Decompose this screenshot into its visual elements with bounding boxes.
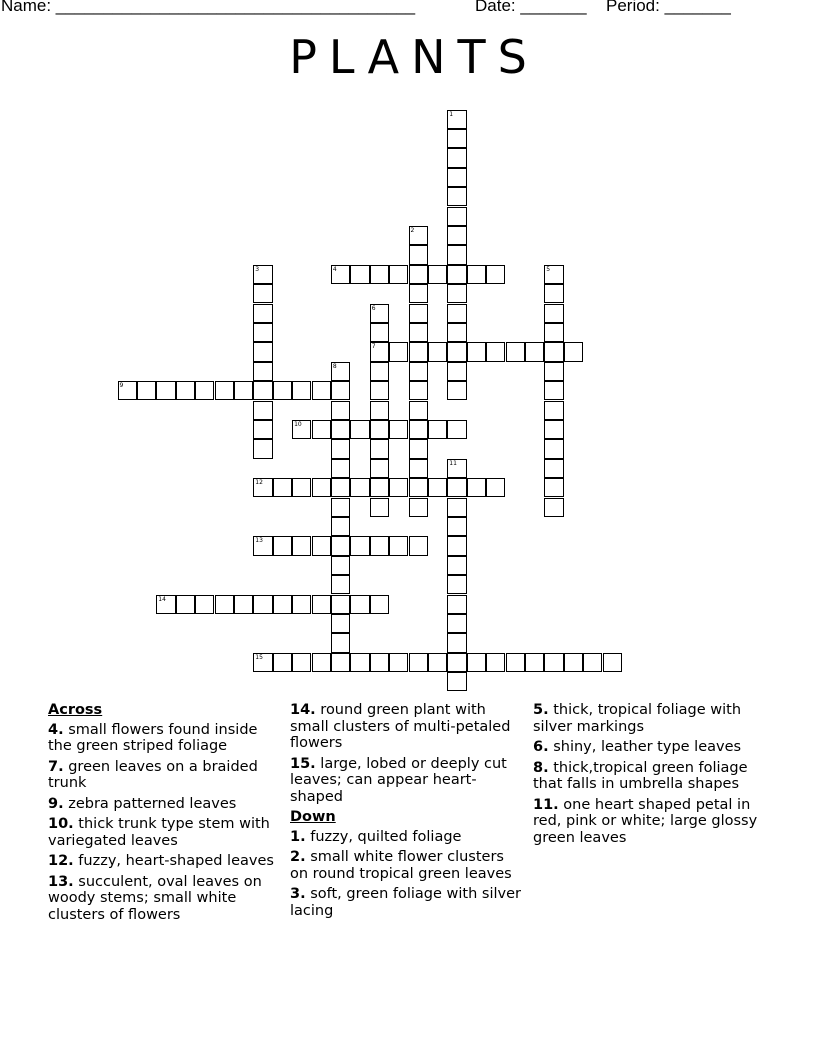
clue-number: 2 xyxy=(410,226,415,234)
crossword-cell[interactable] xyxy=(253,265,272,284)
crossword-cell[interactable] xyxy=(447,595,466,614)
crossword-cell[interactable] xyxy=(447,614,466,633)
crossword-cell[interactable] xyxy=(234,381,253,400)
crossword-cell[interactable] xyxy=(370,265,389,284)
crossword-cell[interactable] xyxy=(467,478,486,497)
clue-number: 7 xyxy=(371,343,376,351)
crossword-cell[interactable] xyxy=(389,265,408,284)
crossword-cell[interactable] xyxy=(331,381,350,400)
across-clue xyxy=(48,816,280,849)
crossword-cell[interactable] xyxy=(253,323,272,342)
down-heading: Down xyxy=(290,809,336,825)
crossword-cell[interactable] xyxy=(331,265,350,284)
crossword-cell[interactable] xyxy=(350,420,369,439)
crossword-cell[interactable] xyxy=(273,381,292,400)
clue-text: shiny, leather type leaves xyxy=(548,739,742,755)
crossword-cell[interactable] xyxy=(544,323,563,342)
clue-text: thick, tropical foliage with silver markings xyxy=(533,702,742,735)
crossword-cell[interactable] xyxy=(389,478,408,497)
crossword-cell[interactable] xyxy=(544,362,563,381)
clues-column-3 xyxy=(533,702,765,850)
clue-number: 11 xyxy=(449,459,457,467)
crossword-cell[interactable] xyxy=(409,226,428,245)
crossword-cell[interactable] xyxy=(428,653,447,672)
clue-number: 9 xyxy=(119,382,124,390)
clue-text: one heart shaped petal in red, pink or white; large glossy green leaves xyxy=(533,796,758,846)
crossword-cell[interactable] xyxy=(409,478,428,497)
crossword-cell[interactable] xyxy=(447,323,466,342)
crossword-cell[interactable] xyxy=(331,517,350,536)
crossword-cell[interactable] xyxy=(409,653,428,672)
crossword-cell[interactable] xyxy=(544,498,563,517)
crossword-cell[interactable] xyxy=(409,381,428,400)
crossword-cell[interactable] xyxy=(409,498,428,517)
clue-number: 4. xyxy=(48,721,64,738)
crossword-cell[interactable] xyxy=(389,536,408,555)
crossword-cell[interactable] xyxy=(525,653,544,672)
crossword-cell[interactable] xyxy=(253,653,272,672)
crossword-cell[interactable] xyxy=(409,459,428,478)
crossword-cell[interactable] xyxy=(273,653,292,672)
crossword-cell[interactable] xyxy=(506,653,525,672)
across-clue xyxy=(48,853,280,870)
crossword-cell[interactable] xyxy=(564,342,583,361)
across-clue xyxy=(290,702,522,752)
crossword-cell[interactable] xyxy=(447,148,466,167)
clue-number: 1. xyxy=(290,828,306,845)
crossword-cell[interactable] xyxy=(428,420,447,439)
crossword-cell[interactable] xyxy=(370,595,389,614)
crossword-cell[interactable] xyxy=(350,265,369,284)
crossword-cell[interactable] xyxy=(389,653,408,672)
clue-text: thick trunk type stem with variegated leaves xyxy=(48,816,270,849)
period-field[interactable]: Period: _______ xyxy=(606,0,731,15)
clue-text: small white flower clusters on round tropical green leaves xyxy=(290,849,512,882)
clue-number: 4 xyxy=(332,265,337,273)
crossword-cell[interactable] xyxy=(176,595,195,614)
clue-number: 9. xyxy=(48,795,64,812)
crossword-cell[interactable] xyxy=(331,556,350,575)
crossword-cell[interactable] xyxy=(447,381,466,400)
crossword-cell[interactable] xyxy=(447,362,466,381)
clue-text: green leaves on a braided trunk xyxy=(48,758,258,791)
clue-number: 14. xyxy=(290,702,316,718)
crossword-cell[interactable] xyxy=(370,401,389,420)
crossword-cell[interactable] xyxy=(273,536,292,555)
crossword-cell[interactable] xyxy=(273,478,292,497)
crossword-cell[interactable] xyxy=(409,304,428,323)
clue-number: 8. xyxy=(533,759,549,776)
crossword-cell[interactable] xyxy=(544,653,563,672)
clue-text: thick,tropical green foliage that falls in umbrella shapes xyxy=(533,759,748,792)
crossword-cell[interactable] xyxy=(331,653,350,672)
crossword-cell[interactable] xyxy=(389,420,408,439)
clue-number: 1 xyxy=(449,110,454,118)
crossword-cell[interactable] xyxy=(253,284,272,303)
clue-number: 10. xyxy=(48,816,74,832)
down-clue xyxy=(533,797,765,847)
crossword-cell[interactable] xyxy=(350,536,369,555)
crossword-cell[interactable] xyxy=(215,381,234,400)
crossword-cell[interactable] xyxy=(447,653,466,672)
crossword-cell[interactable] xyxy=(486,653,505,672)
crossword-cell[interactable] xyxy=(195,381,214,400)
crossword-cell[interactable] xyxy=(234,595,253,614)
crossword-cell[interactable] xyxy=(544,265,563,284)
crossword-cell[interactable] xyxy=(409,420,428,439)
crossword-cell[interactable] xyxy=(409,342,428,361)
crossword-cell[interactable] xyxy=(350,653,369,672)
crossword-cell[interactable] xyxy=(253,401,272,420)
crossword-cell[interactable] xyxy=(253,304,272,323)
clues-column-1 xyxy=(48,702,280,927)
crossword-cell[interactable] xyxy=(370,381,389,400)
crossword-cell[interactable] xyxy=(544,401,563,420)
crossword-cell[interactable] xyxy=(447,129,466,148)
clue-number: 13. xyxy=(48,873,74,890)
crossword-cell[interactable] xyxy=(331,614,350,633)
crossword-cell[interactable] xyxy=(118,381,137,400)
crossword-cell[interactable] xyxy=(137,381,156,400)
crossword-cell[interactable] xyxy=(409,284,428,303)
crossword-cell[interactable] xyxy=(312,420,331,439)
crossword-cell[interactable] xyxy=(195,595,214,614)
crossword-cell[interactable] xyxy=(544,459,563,478)
crossword-cell[interactable] xyxy=(447,575,466,594)
crossword-cell[interactable] xyxy=(409,245,428,264)
crossword-cell[interactable] xyxy=(467,265,486,284)
crossword-cell[interactable] xyxy=(253,595,272,614)
crossword-cell[interactable] xyxy=(447,672,466,691)
down-clue xyxy=(533,702,765,735)
across-clue xyxy=(48,874,280,924)
crossword-cell[interactable] xyxy=(447,459,466,478)
crossword-cell[interactable] xyxy=(525,342,544,361)
crossword-cell[interactable] xyxy=(253,362,272,381)
crossword-cell[interactable] xyxy=(331,595,350,614)
name-field[interactable]: Name: ______________________________________ xyxy=(1,0,416,15)
crossword-cell[interactable] xyxy=(447,168,466,187)
crossword-cell[interactable] xyxy=(253,439,272,458)
crossword-cell[interactable] xyxy=(544,304,563,323)
page-title: PLANTS xyxy=(289,30,539,84)
crossword-cell[interactable] xyxy=(331,459,350,478)
crossword-cell[interactable] xyxy=(447,207,466,226)
crossword-cell[interactable] xyxy=(292,478,311,497)
crossword-cell[interactable] xyxy=(253,342,272,361)
crossword-cell[interactable] xyxy=(409,323,428,342)
crossword-cell[interactable] xyxy=(447,226,466,245)
crossword-cell[interactable] xyxy=(331,362,350,381)
crossword-cell[interactable] xyxy=(409,401,428,420)
crossword-cell[interactable] xyxy=(544,420,563,439)
down-clue xyxy=(533,739,765,756)
clue-number: 5. xyxy=(533,702,549,718)
across-clue xyxy=(48,759,280,792)
down-clue xyxy=(290,849,522,882)
crossword-cell[interactable] xyxy=(292,536,311,555)
clue-number: 10 xyxy=(294,420,302,428)
crossword-cell[interactable] xyxy=(156,595,175,614)
clue-number: 6 xyxy=(371,304,376,312)
crossword-cell[interactable] xyxy=(273,595,292,614)
crossword-cell[interactable] xyxy=(292,381,311,400)
crossword-cell[interactable] xyxy=(428,478,447,497)
clue-text: soft, green foliage with silver lacing xyxy=(290,886,521,919)
crossword-cell[interactable] xyxy=(370,536,389,555)
crossword-cell[interactable] xyxy=(544,439,563,458)
clue-text: large, lobed or deeply cut leaves; can appear heart-shaped xyxy=(290,755,507,805)
clue-text: fuzzy, quilted foliage xyxy=(305,828,462,845)
crossword-cell[interactable] xyxy=(447,265,466,284)
crossword-cell[interactable] xyxy=(603,653,622,672)
crossword-cell[interactable] xyxy=(312,653,331,672)
crossword-cell[interactable] xyxy=(350,595,369,614)
crossword-cell[interactable] xyxy=(447,498,466,517)
crossword-cell[interactable] xyxy=(447,245,466,264)
clue-text: fuzzy, heart-shaped leaves xyxy=(73,853,274,869)
crossword-cell[interactable] xyxy=(506,342,525,361)
crossword-cell[interactable] xyxy=(544,284,563,303)
crossword-cell[interactable] xyxy=(176,381,195,400)
crossword-cell[interactable] xyxy=(447,517,466,536)
clue-number: 3. xyxy=(290,886,306,902)
crossword-cell[interactable] xyxy=(370,478,389,497)
crossword-cell[interactable] xyxy=(370,459,389,478)
crossword-cell[interactable] xyxy=(389,342,408,361)
crossword-cell[interactable] xyxy=(447,342,466,361)
clue-number: 12 xyxy=(255,479,263,487)
crossword-cell[interactable] xyxy=(350,478,369,497)
crossword-cell[interactable] xyxy=(253,420,272,439)
clue-text: zebra patterned leaves xyxy=(63,795,237,812)
clue-text: succulent, oval leaves on woody stems; small white clusters of flowers xyxy=(48,873,262,923)
crossword-cell[interactable] xyxy=(544,381,563,400)
crossword-cell[interactable] xyxy=(331,633,350,652)
crossword-cell[interactable] xyxy=(428,342,447,361)
clue-number: 5 xyxy=(546,265,551,273)
crossword-cell[interactable] xyxy=(564,653,583,672)
crossword-cell[interactable] xyxy=(447,478,466,497)
crossword-cell[interactable] xyxy=(447,187,466,206)
clue-number: 6. xyxy=(533,739,549,755)
crossword-cell[interactable] xyxy=(370,653,389,672)
crossword-cell[interactable] xyxy=(409,265,428,284)
clue-number: 3 xyxy=(255,265,260,273)
crossword-cell[interactable] xyxy=(370,304,389,323)
crossword-cell[interactable] xyxy=(428,265,447,284)
crossword-cell[interactable] xyxy=(331,439,350,458)
clue-number: 8 xyxy=(332,362,337,370)
clue-number: 15. xyxy=(290,755,316,772)
crossword-cell[interactable] xyxy=(370,498,389,517)
crossword-cell[interactable] xyxy=(331,575,350,594)
date-field[interactable]: Date: _______ xyxy=(475,0,587,15)
crossword-cell[interactable] xyxy=(292,595,311,614)
down-clue xyxy=(290,886,522,919)
clue-text: small flowers found inside the green striped foliage xyxy=(48,721,258,754)
crossword-cell[interactable] xyxy=(312,478,331,497)
crossword-cell[interactable] xyxy=(370,420,389,439)
crossword-cell[interactable] xyxy=(331,498,350,517)
across-clue xyxy=(48,796,280,813)
crossword-cell[interactable] xyxy=(312,595,331,614)
crossword-cell[interactable] xyxy=(583,653,602,672)
crossword-cell[interactable] xyxy=(467,342,486,361)
crossword-cell[interactable] xyxy=(486,342,505,361)
across-clue xyxy=(48,722,280,755)
clue-text: round green plant with small clusters of multi-petaled flowers xyxy=(290,702,511,751)
crossword-cell[interactable] xyxy=(312,381,331,400)
clue-number: 12. xyxy=(48,853,74,869)
crossword-cell[interactable] xyxy=(447,536,466,555)
across-heading: Across xyxy=(48,702,103,718)
crossword-cell[interactable] xyxy=(253,478,272,497)
crossword-cell[interactable] xyxy=(486,478,505,497)
clues-column-2 xyxy=(290,702,522,923)
clue-number: 14 xyxy=(158,595,166,603)
crossword-cell[interactable] xyxy=(331,401,350,420)
clue-number: 7. xyxy=(48,758,64,775)
crossword-cell[interactable] xyxy=(156,381,175,400)
crossword-cell[interactable] xyxy=(331,420,350,439)
crossword-cell[interactable] xyxy=(312,536,331,555)
crossword-cell[interactable] xyxy=(370,342,389,361)
crossword-cell[interactable] xyxy=(486,265,505,284)
crossword-cell[interactable] xyxy=(253,381,272,400)
crossword-cell[interactable] xyxy=(292,653,311,672)
crossword-cell[interactable] xyxy=(409,439,428,458)
crossword-cell[interactable] xyxy=(544,342,563,361)
crossword-cell[interactable] xyxy=(292,420,311,439)
crossword-cell[interactable] xyxy=(409,362,428,381)
crossword-cell[interactable] xyxy=(370,323,389,342)
crossword-cell[interactable] xyxy=(544,478,563,497)
clue-number: 13 xyxy=(255,537,263,545)
clue-number: 11. xyxy=(533,796,559,813)
down-clue xyxy=(533,760,765,793)
crossword-cell[interactable] xyxy=(447,304,466,323)
crossword-cell[interactable] xyxy=(370,362,389,381)
crossword-cell[interactable] xyxy=(447,556,466,575)
down-clue xyxy=(290,829,522,846)
crossword-cell[interactable] xyxy=(447,110,466,129)
crossword-cell[interactable] xyxy=(467,653,486,672)
crossword-cell[interactable] xyxy=(253,536,272,555)
crossword-cell[interactable] xyxy=(370,439,389,458)
crossword-cell[interactable] xyxy=(447,633,466,652)
crossword-cell[interactable] xyxy=(409,536,428,555)
crossword-cell[interactable] xyxy=(331,478,350,497)
clue-number: 2. xyxy=(290,849,306,865)
across-clue xyxy=(290,756,522,806)
crossword-cell[interactable] xyxy=(331,536,350,555)
crossword-cell[interactable] xyxy=(215,595,234,614)
crossword-cell[interactable] xyxy=(447,420,466,439)
crossword-cell[interactable] xyxy=(447,284,466,303)
clue-number: 15 xyxy=(255,653,263,661)
